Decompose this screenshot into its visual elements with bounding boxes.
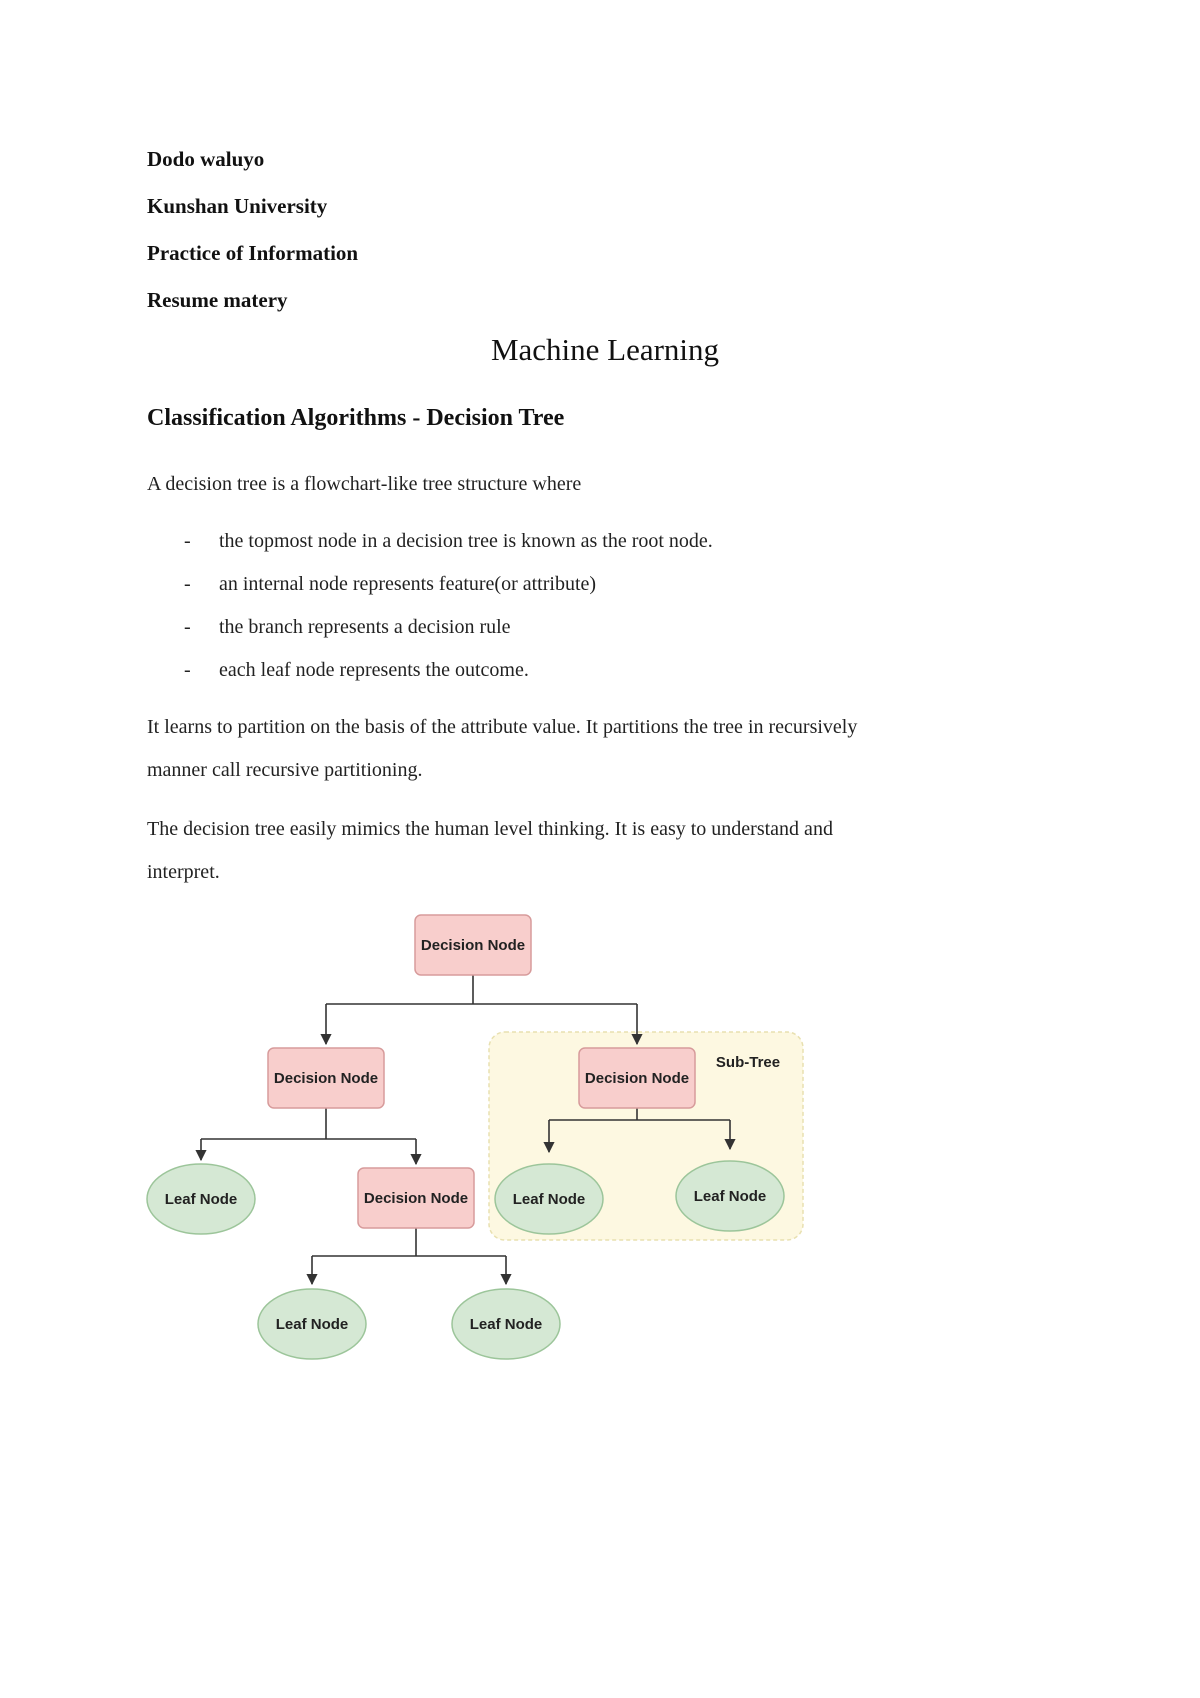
paragraph-line: The decision tree easily mimics the human level thinking. It is easy to understand and bbox=[147, 818, 833, 840]
list-item-text: the branch represents a decision rule bbox=[219, 616, 511, 638]
leaf-node-label: Leaf Node bbox=[693, 1188, 767, 1205]
bullet-marker: - bbox=[184, 659, 191, 681]
leaf-node bbox=[676, 1161, 784, 1231]
bullet-marker: - bbox=[184, 530, 191, 552]
leaf-node-label: Leaf Node bbox=[275, 1316, 349, 1333]
decision-tree-diagram bbox=[140, 905, 820, 1375]
decision-node-label: Decision Node bbox=[420, 937, 526, 954]
list-item-text: each leaf node represents the outcome. bbox=[219, 659, 529, 681]
leaf-node-label: Leaf Node bbox=[469, 1316, 543, 1333]
decision-node-label: Decision Node bbox=[363, 1190, 469, 1207]
paragraph-line: It learns to partition on the basis of the attribute value. It partitions the tree in recursively bbox=[147, 716, 858, 738]
decision-node bbox=[268, 1048, 384, 1108]
assignment-name: Resume matery bbox=[147, 288, 288, 312]
author-name: Dodo waluyo bbox=[147, 147, 265, 171]
list-item-text: the topmost node in a decision tree is known as the root node. bbox=[219, 530, 713, 552]
paragraph-line: manner call recursive partitioning. bbox=[147, 759, 423, 781]
subtree-label: Sub-Tree bbox=[715, 1054, 781, 1071]
bullet-marker: - bbox=[184, 616, 191, 638]
leaf-node bbox=[452, 1289, 560, 1359]
course-name: Practice of Information bbox=[147, 241, 359, 265]
list-item-text: an internal node represents feature(or attribute) bbox=[219, 573, 597, 595]
decision-node bbox=[415, 915, 531, 975]
paragraph-line: interpret. bbox=[147, 861, 220, 883]
intro-text: A decision tree is a flowchart-like tree structure where bbox=[147, 473, 582, 495]
leaf-node-label: Leaf Node bbox=[512, 1191, 586, 1208]
leaf-node-label: Leaf Node bbox=[164, 1191, 238, 1208]
decision-node-label: Decision Node bbox=[584, 1070, 690, 1087]
bullet-marker: - bbox=[184, 573, 191, 595]
leaf-node bbox=[147, 1164, 255, 1234]
section-heading: Classification Algorithms - Decision Tree bbox=[147, 405, 565, 431]
institution-name: Kunshan University bbox=[147, 194, 328, 218]
decision-node-label: Decision Node bbox=[273, 1070, 379, 1087]
page-title: Machine Learning bbox=[490, 332, 720, 367]
decision-node bbox=[358, 1168, 474, 1228]
leaf-node bbox=[258, 1289, 366, 1359]
decision-node bbox=[579, 1048, 695, 1108]
leaf-node bbox=[495, 1164, 603, 1234]
